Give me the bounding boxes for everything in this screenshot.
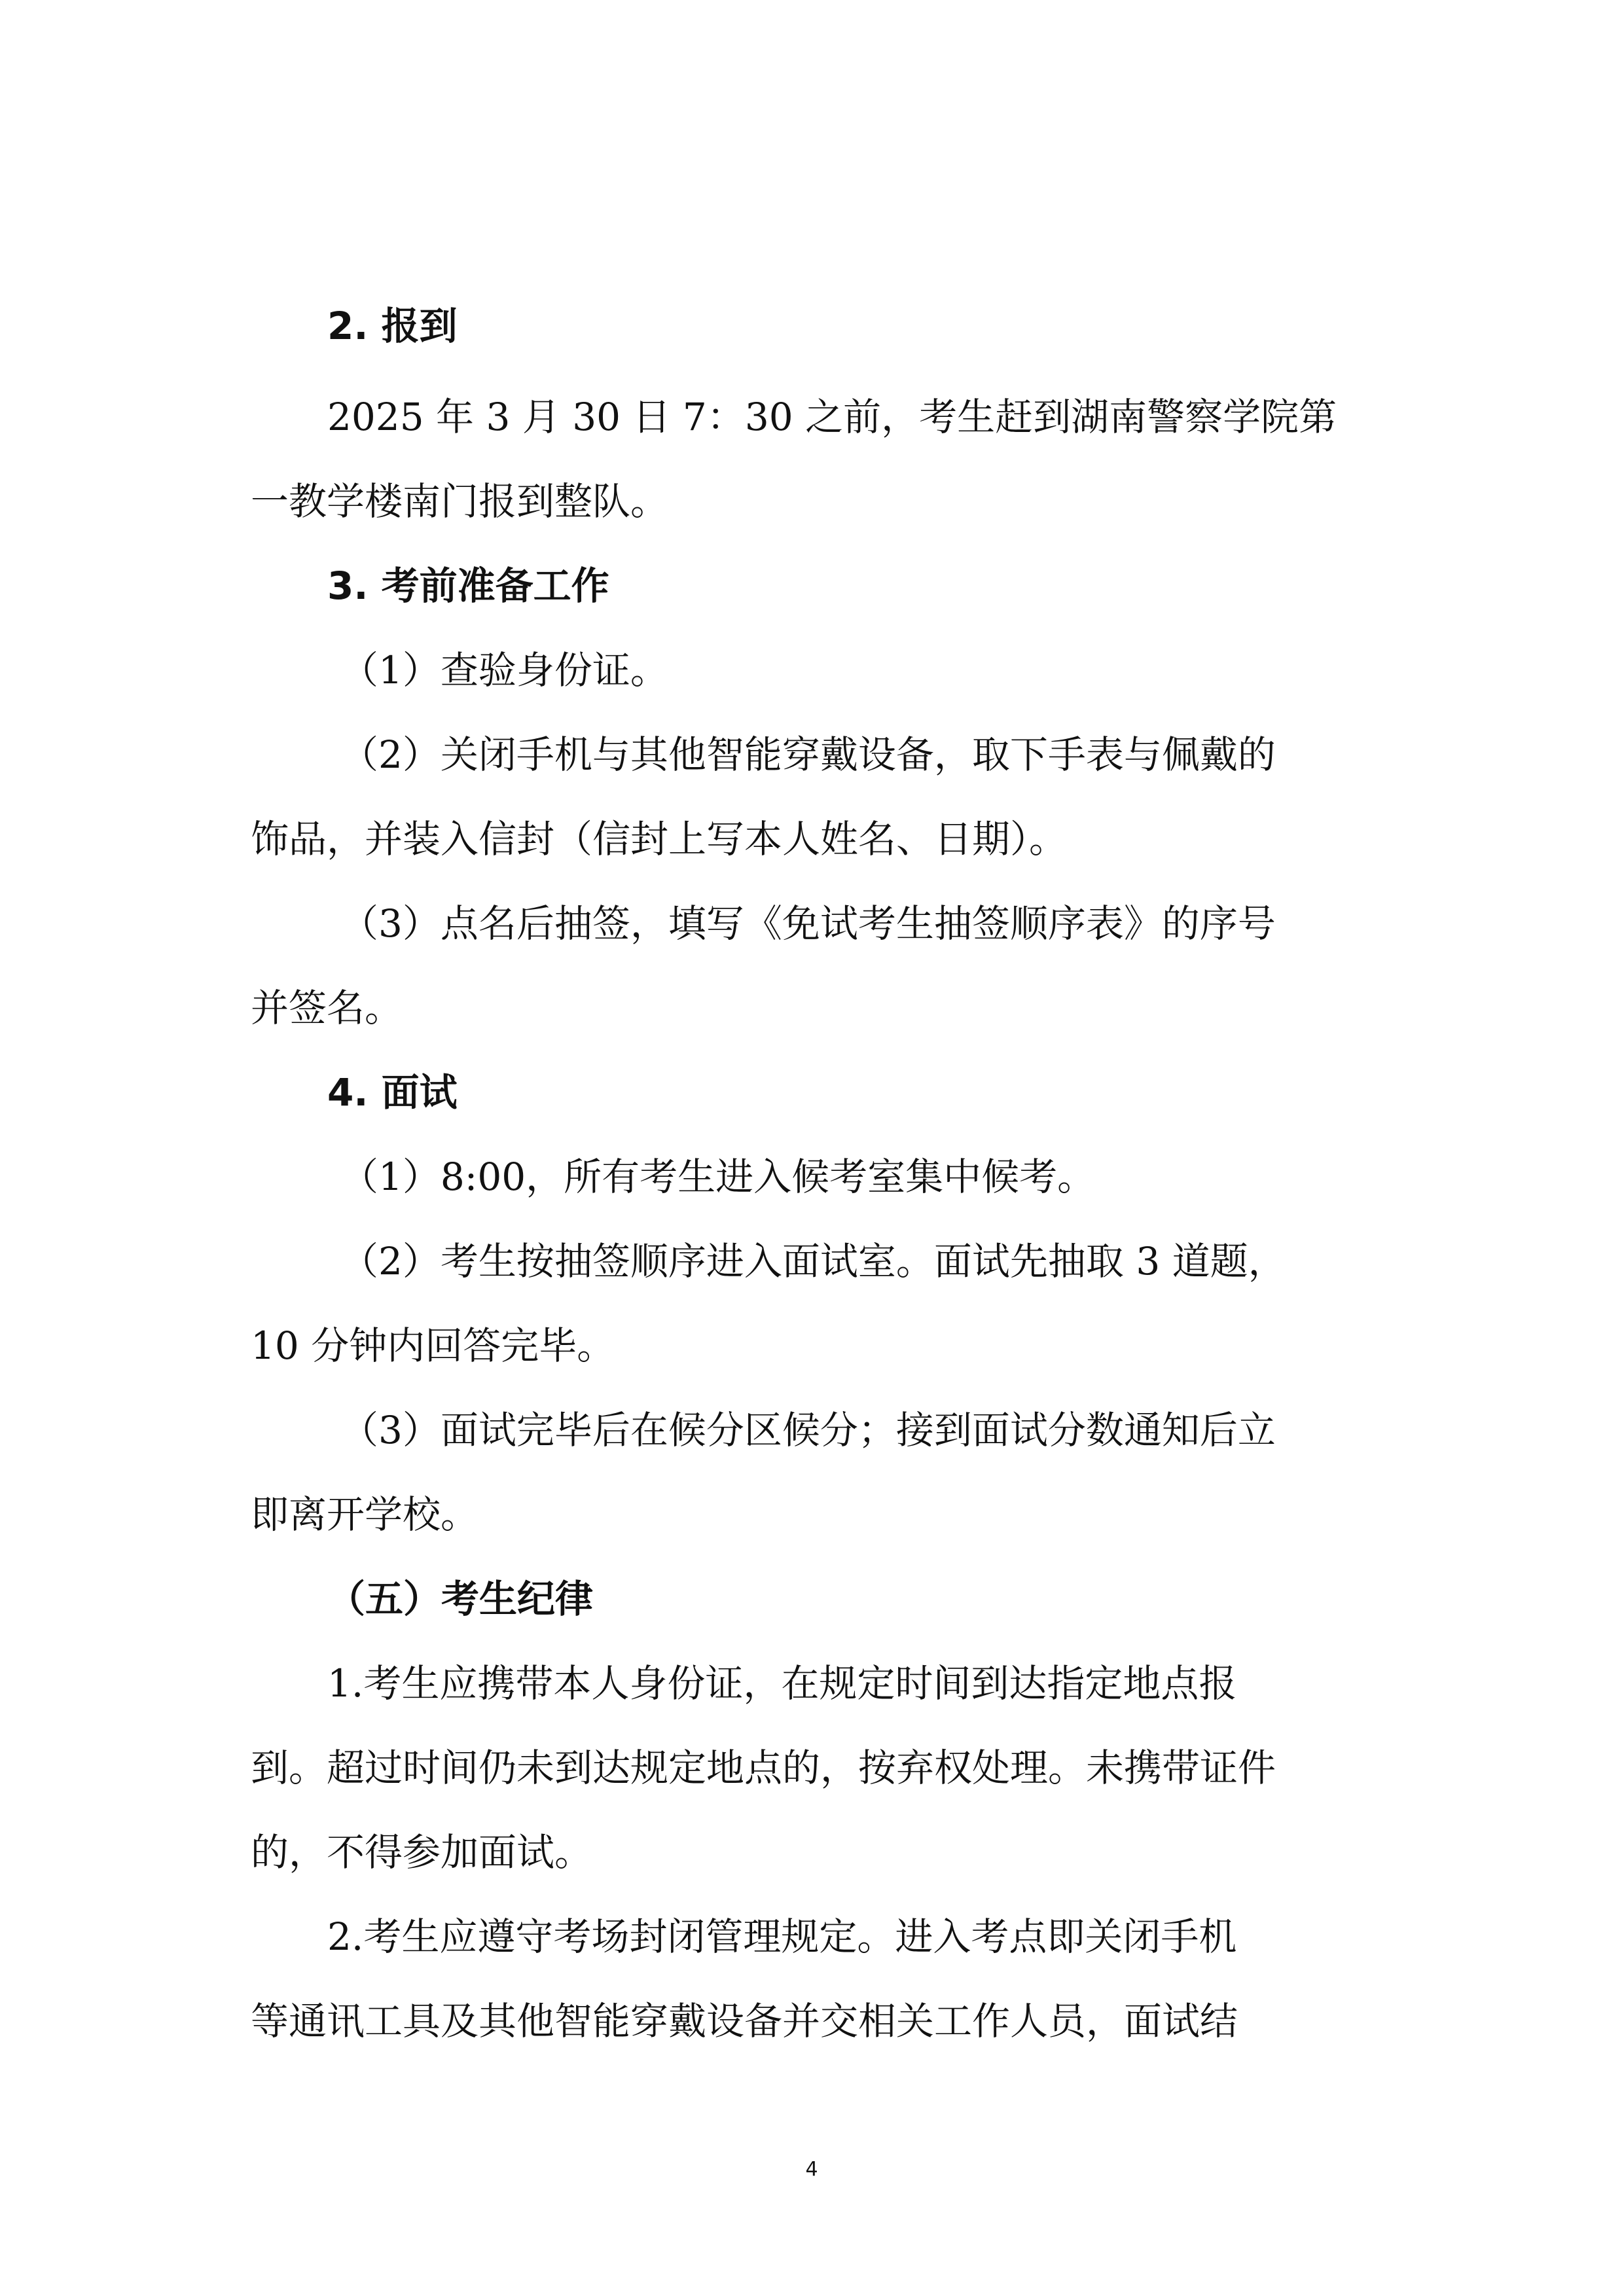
heading-interview: 4. 面试 (327, 1070, 458, 1115)
list-item: （2）关闭手机与其他智能穿戴设备，取下手表与佩戴的 (340, 732, 1276, 777)
paragraph-line: 饰品，并装入信封（信封上写本人姓名、日期）。 (251, 817, 1068, 861)
paragraph-line: 即离开学校。 (251, 1492, 479, 1537)
page-number: 4 (805, 2158, 818, 2181)
heading-check-in: 2. 报到 (327, 304, 458, 348)
list-item: （2）考生按抽签顺序进入面试室。面试先抽取 3 道题， (340, 1239, 1286, 1283)
heading-exam-preparation: 3. 考前准备工作 (327, 564, 609, 608)
list-item: （3）点名后抽签，填写《免试考生抽签顺序表》的序号 (340, 901, 1276, 946)
list-item: （1）查验身份证。 (340, 648, 668, 692)
list-item: （3）面试完毕后在候分区候分；接到面试分数通知后立 (340, 1408, 1276, 1452)
paragraph-line: 2025 年 3 月 30 日 7：30 之前，考生赶到湖南警察学院第 (327, 395, 1337, 439)
list-item: 1.考生应携带本人身份证，在规定时间到达指定地点报 (327, 1661, 1237, 1706)
paragraph-line: 的，不得参加面试。 (251, 1830, 593, 1874)
list-item: 2.考生应遵守考场封闭管理规定。进入考点即关闭手机 (327, 1914, 1237, 1959)
paragraph-line: 到。超过时间仍未到达规定地点的，按弃权处理。未携带证件 (251, 1746, 1276, 1790)
heading-exam-discipline: （五）考生纪律 (327, 1577, 594, 1621)
list-item: （1）8:00，所有考生进入候考室集中候考。 (340, 1155, 1096, 1199)
paragraph-line: 并签名。 (251, 986, 403, 1030)
paragraph-line: 一教学楼南门报到整队。 (251, 479, 669, 524)
paragraph-line: 等通讯工具及其他智能穿戴设备并交相关工作人员，面试结 (251, 1999, 1238, 2043)
paragraph-line: 10 分钟内回答完毕。 (251, 1323, 615, 1368)
